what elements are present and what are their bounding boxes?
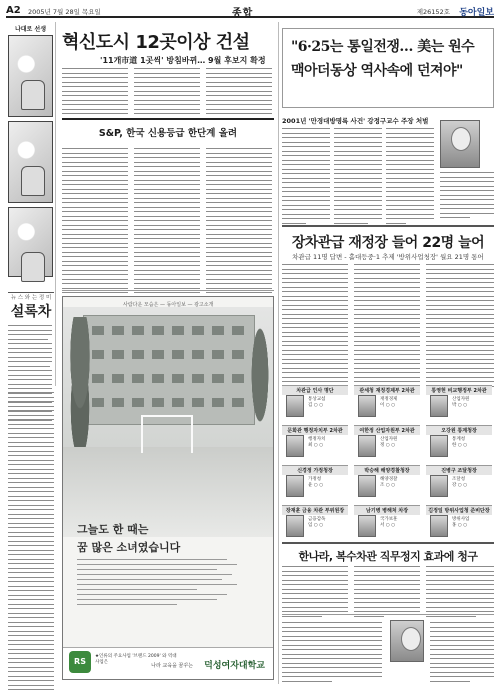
advertisement <box>62 296 274 680</box>
page-header <box>6 4 494 18</box>
divider <box>282 542 494 544</box>
ad-campaign-text: ★인류의 주요사업 '브랜드 2009' 와 역대사업은 <box>95 654 177 665</box>
story-box <box>62 118 274 144</box>
tree-graphic <box>63 317 97 447</box>
ad-tagline: 나라 교육을 꿈꾸는 <box>151 663 193 669</box>
personnel-card <box>354 385 420 429</box>
tree-graphic <box>247 327 273 447</box>
personnel-card <box>426 385 492 429</box>
story-body-text <box>282 566 348 620</box>
story-body-text <box>282 264 348 395</box>
personnel-card <box>282 465 348 509</box>
column-title: 설록차 <box>10 304 52 320</box>
soccer-goal <box>141 415 193 453</box>
portrait-photo <box>358 435 376 457</box>
personnel-info: 산업자원 정 ○ ○ <box>380 437 398 448</box>
quote-body-text <box>282 128 330 227</box>
quote-line: 맥아더동상 역사속에 던져야" <box>291 63 463 79</box>
portrait-photo <box>430 395 448 417</box>
quote-body-text <box>440 172 494 222</box>
personnel-title: 박승해 해양경찰청장 <box>354 465 420 475</box>
lead-body-text <box>134 68 200 122</box>
portrait-photo <box>358 515 376 537</box>
personnel-info: 해양경찰 조 ○ ○ <box>380 477 398 488</box>
story-body-text <box>426 566 494 620</box>
cartoon-column <box>6 22 56 386</box>
personnel-title: 남기병 병해처 차장 <box>354 505 420 515</box>
personnel-info: 재정경제 이 ○ ○ <box>380 397 398 408</box>
personnel-info: 조달청 강 ○ ○ <box>452 477 468 488</box>
portrait-photo <box>358 475 376 497</box>
cartoon-caption: 나대로 선생 <box>14 26 47 33</box>
personnel-title: 장재훈 금융 차관 부위원장 <box>282 505 348 515</box>
portrait-photo <box>430 515 448 537</box>
ad-university-name: 덕성여자대학교 <box>204 661 265 671</box>
portrait-photo <box>286 435 304 457</box>
personnel-title: 오강원 통계청장 <box>426 425 492 435</box>
story-headline: 한나라, 복수차관 직무정지 효과에 청구 <box>298 550 478 563</box>
portrait-photo <box>358 395 376 417</box>
divider <box>62 290 274 291</box>
quote-body-text <box>334 128 382 227</box>
school-building <box>83 315 255 425</box>
personnel-title: 진병구 조달청장 <box>426 465 492 475</box>
ad-copy-line: 꿈 많은 소녀였습니다 <box>77 541 181 554</box>
ad-logo: RS <box>69 651 91 673</box>
story-body-text <box>354 566 420 620</box>
lead-headline: 혁신도시 12곳이상 건설 <box>62 32 250 53</box>
divider <box>282 225 494 227</box>
lead-body-text <box>62 68 128 122</box>
personnel-info: 통상교섭 김 ○ ○ <box>308 397 326 408</box>
column-subtitle: 뉴 스 와 는 정 미 <box>10 295 52 301</box>
portrait-photo <box>430 475 448 497</box>
personnel-title: 신경정 가정청장 <box>282 465 348 475</box>
divider <box>278 22 279 684</box>
ad-body-text <box>77 559 255 609</box>
portrait-photo <box>430 435 448 457</box>
story-body-text <box>282 622 382 685</box>
personnel-title: 관세청 재정경제부 2차관 <box>354 385 420 395</box>
quote-subheadline: 2001년 '만경대방명록 사건' 강정구교수 주장 처벌 <box>282 117 429 125</box>
personnel-card <box>426 465 492 509</box>
personnel-info: 가정청 윤 ○ ○ <box>308 477 324 488</box>
portrait-photo <box>286 395 304 417</box>
story-headline: S&P, 한국 신용등급 한단계 올려 <box>98 128 238 139</box>
cartoon-panel <box>8 121 53 203</box>
story-subheadline: 차관급 11명 답변 - 홀대등중·1 추제 '방위사업청장' 월요 21명 통어 <box>292 253 484 261</box>
personnel-info: 금융감독 임 ○ ○ <box>308 517 326 528</box>
personnel-card <box>354 425 420 469</box>
publication-date: 2005년 7월 28일 목요일 <box>28 8 101 16</box>
lead-body-text <box>206 68 272 122</box>
section-title: 종합 <box>232 8 254 19</box>
portrait-photo <box>286 475 304 497</box>
personnel-card <box>354 465 420 509</box>
ad-headline <box>77 521 217 555</box>
personnel-info: 방위사업 홍 ○ ○ <box>452 517 470 528</box>
divider <box>282 614 494 615</box>
column-body-text <box>8 392 54 691</box>
personnel-info: 국가보훈 서 ○ ○ <box>380 517 398 528</box>
quote-line: "6·25는 통일전쟁… 美는 원수 <box>291 39 475 55</box>
personnel-title: 통영현 비교행정부 2차관 <box>426 385 492 395</box>
story-body-text <box>430 622 494 685</box>
ad-copy-line: 그늘도 한 때는 <box>77 523 149 536</box>
portrait-photo <box>390 620 424 662</box>
personnel-info: 산업자원 박 ○ ○ <box>452 397 470 408</box>
personnel-card <box>282 425 348 469</box>
personnel-title: 김정일 방위사업청 준비단장 <box>426 505 492 515</box>
personnel-title: 문화관 행정자치부 2차관 <box>282 425 348 435</box>
quote-box <box>282 28 494 108</box>
cartoon-panel <box>8 207 53 277</box>
portrait-photo <box>440 120 480 168</box>
portrait-photo <box>286 515 304 537</box>
cartoon-panel <box>8 35 53 117</box>
personnel-info: 통계청 한 ○ ○ <box>452 437 468 448</box>
newspaper-name: 동아일보 <box>459 8 494 18</box>
ad-tag: 사람다운 모습은 — 동아일보 — 광고소개 <box>123 302 214 308</box>
page-number: A2 <box>6 5 21 16</box>
personnel-title: 여한정 산업자원부 2차관 <box>354 425 420 435</box>
personnel-info: 행정자치 최 ○ ○ <box>308 437 326 448</box>
issue-number: 제26152호 <box>416 8 450 16</box>
story-headline: 장차관급 재정장 들어 22명 늘어 <box>291 235 485 251</box>
personnel-card <box>426 425 492 469</box>
story-body-text <box>354 264 420 395</box>
story-body-text <box>426 264 494 395</box>
personnel-title: 차관급 인사 명단 <box>282 385 348 395</box>
lead-subheadline: '11개市道 1곳씩' 방침바뀌… 9월 후보지 확정 <box>100 56 266 65</box>
personnel-card <box>282 385 348 429</box>
ad-footer <box>63 647 273 679</box>
quote-body-text <box>386 128 434 227</box>
